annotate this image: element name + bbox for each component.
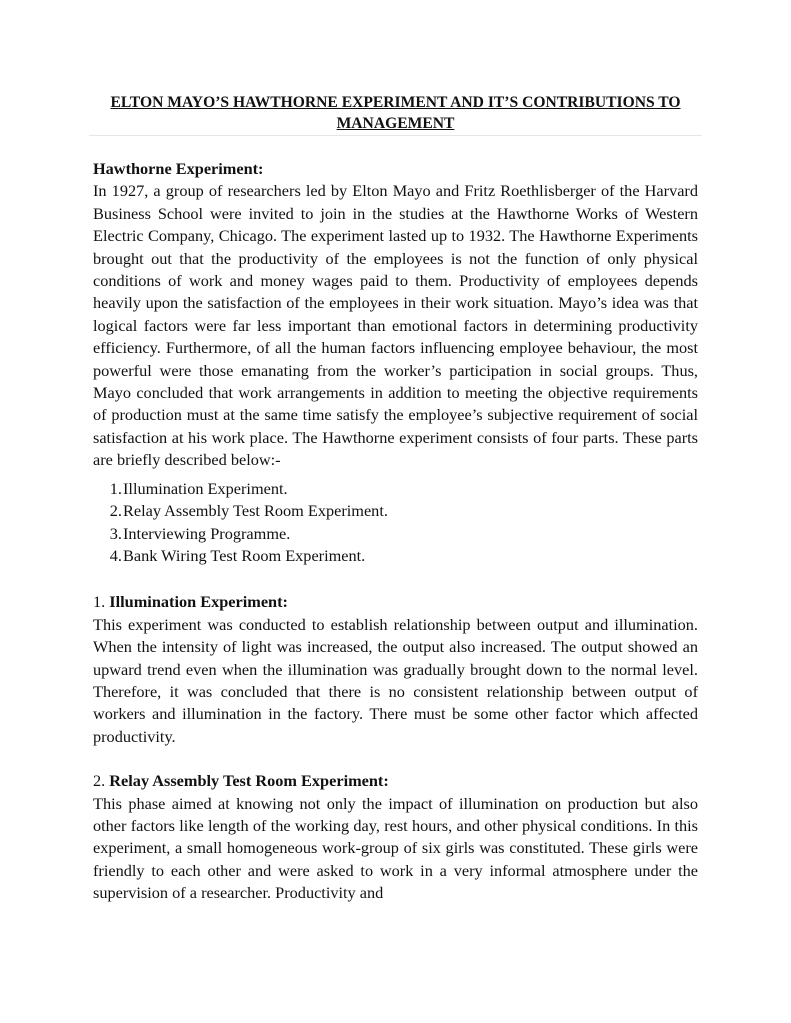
document-title: ELTON MAYO’S HAWTHORNE EXPERIMENT AND IT’S CONTRIBUTIONS TO MANAGEMENT bbox=[89, 93, 702, 136]
parts-list bbox=[93, 478, 698, 568]
relay-heading bbox=[93, 770, 698, 792]
list-item bbox=[93, 478, 698, 500]
illumination-heading-number: 1. bbox=[93, 592, 106, 612]
relay-heading-number: 2. bbox=[93, 771, 106, 791]
list-item-number: 3. bbox=[109, 523, 122, 543]
list-item-number: 4. bbox=[109, 545, 122, 565]
list-item-label: Bank Wiring Test Room Experiment. bbox=[123, 545, 366, 565]
relay-body: This phase aimed at knowing not only the impact of illumination on production but also other factors like length of the working day, rest hours, and other physical conditions. In this experiment, a small homogeneous work-group of six girls was constituted. These girls were friendly to each other and were asked to work in a very informal atmosphere under the supervision of a researcher. Productivity and bbox=[93, 793, 698, 903]
illumination-heading bbox=[93, 591, 698, 613]
illumination-body: This experiment was conducted to establish relationship between output and illumination. When the intensity of light was increased, the output also increased. The output showed an upward trend even when the illumination was gradually brought down to the normal level. Therefore, it was concluded that there is no consistent relationship between output of workers and illumination in the factory. There must be some other factor which affected productivity. bbox=[93, 614, 698, 746]
list-item bbox=[93, 545, 698, 567]
hawthorne-body: In 1927, a group of researchers led by Elton Mayo and Fritz Roethlisberger of the Harvard Business School were invited to join in the studies at the Hawthorne Works of Western Electric Company, Chicago. The experiment lasted up to 1932. The Hawthorne Experiments brought out that the productivity of the employees is not the function of only physical conditions of work and money wages paid to them. Productivity of employees depends heavily upon the satisfaction of the employees in their work situation. Mayo’s idea was that logical factors were far less important than emotional factors in determining productivity efficiency. Furthermore, of all the human factors influencing employee behaviour, the most powerful were those emanating from the worker’s participation in social groups. Thus, Mayo concluded that work arrangements in addition to meeting the objective requirements of production must at the same time satisfy the employee’s subjective requirement of social satisfaction at his work place. The Hawthorne experiment consists of four parts. These parts are briefly described below:- bbox=[93, 181, 698, 470]
list-item bbox=[93, 523, 698, 545]
list-item-label: Relay Assembly Test Room Experiment. bbox=[123, 501, 388, 521]
illumination-heading-text: Illumination Experiment: bbox=[109, 592, 288, 612]
list-item-label: Interviewing Programme. bbox=[123, 523, 291, 543]
relay-heading-text: Relay Assembly Test Room Experiment: bbox=[109, 771, 389, 791]
document-page bbox=[93, 93, 698, 905]
list-item bbox=[93, 500, 698, 522]
hawthorne-heading: Hawthorne Experiment: bbox=[93, 159, 264, 178]
list-item-number: 1. bbox=[109, 478, 122, 498]
list-item-label: Illumination Experiment. bbox=[123, 478, 288, 498]
list-item-number: 2. bbox=[109, 501, 122, 521]
